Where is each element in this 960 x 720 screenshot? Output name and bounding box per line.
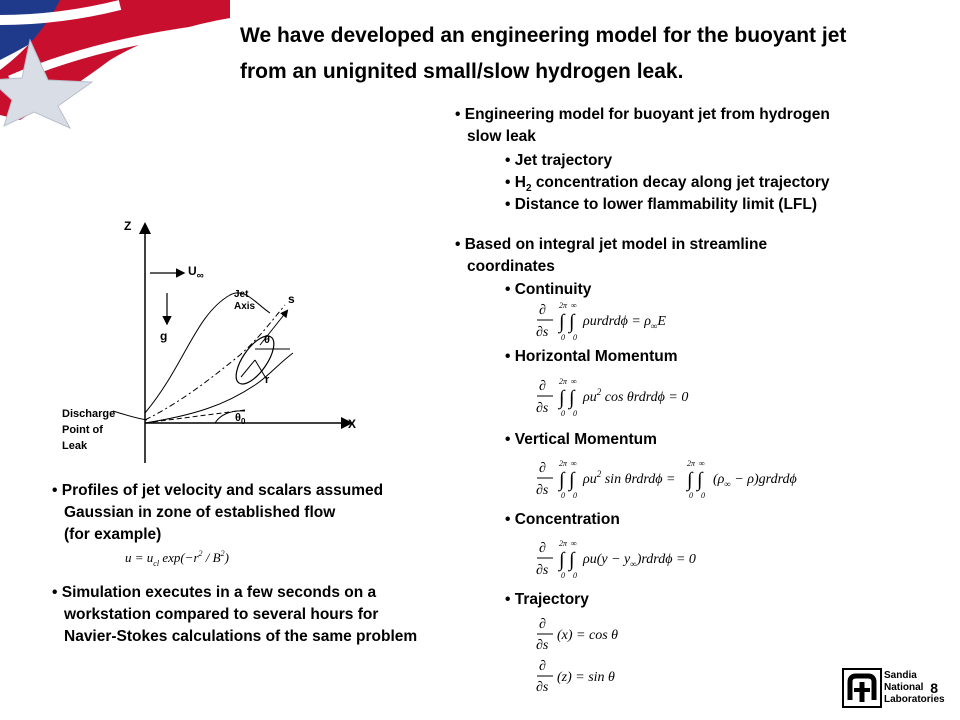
svg-text:∫: ∫ (559, 311, 565, 333)
bullet-simulation-cont1: workstation compared to several hours for (64, 606, 379, 623)
bullet-profiles-cont2: (for example) (64, 526, 162, 543)
svg-text:∫: ∫ (559, 549, 565, 571)
sub-bullet-h2-decay: • $H_2$ concentration decay along jet trajectory (505, 174, 830, 195)
jet-axis-label: Jet Axis (234, 289, 256, 312)
svg-text:∫: ∫ (687, 469, 693, 491)
eq-label-continuity: • Continuity (505, 281, 592, 298)
jet-envelope-lower (145, 353, 293, 423)
equation-concentration (535, 536, 735, 582)
svg-text:0: 0 (573, 409, 577, 418)
svg-text:0: 0 (701, 491, 705, 500)
svg-text:0: 0 (561, 571, 565, 580)
equation-trajectory-x (535, 614, 655, 654)
bullet-engineering-model-cont: slow leak (467, 128, 536, 145)
eq-label-vertical-momentum: • Vertical Momentum (505, 431, 657, 448)
svg-text:0: 0 (573, 333, 577, 342)
svg-text:∂s: ∂s (536, 680, 549, 695)
svg-text:∫: ∫ (569, 387, 575, 409)
s-label: s (288, 292, 295, 306)
svg-text:∂: ∂ (539, 461, 546, 476)
bullet-integral-model: • Based on integral jet model in streamline (455, 236, 768, 253)
sandia-logo-icon (842, 668, 882, 708)
svg-text:∂: ∂ (539, 541, 546, 556)
svg-text:∂: ∂ (539, 379, 546, 394)
svg-text:ρu2 cos θrdrdϕ = 0: $\rho u^2$ cos θrdrdϕ = 0 (583, 387, 689, 405)
bullet-simulation: • Simulation executes in a few seconds on a (52, 584, 377, 601)
eq-label-trajectory: • Trajectory (505, 591, 589, 608)
svg-text:0: 0 (561, 409, 565, 418)
svg-text:∂s: ∂s (536, 401, 549, 416)
r-label: r (265, 374, 270, 386)
equation-vertical-momentum (535, 456, 825, 502)
svg-text:∂: ∂ (539, 617, 546, 632)
svg-text:∂: ∂ (539, 659, 546, 674)
discharge-label: Discharge Point of Leak (62, 408, 116, 452)
equation-continuity (535, 298, 715, 344)
z-axis-label: Z (124, 219, 132, 233)
svg-text:(x) = cos θ: (x) = cos θ (557, 628, 619, 643)
svg-text:∫: ∫ (697, 469, 703, 491)
svg-text:∂s: ∂s (536, 325, 549, 340)
svg-text:∂s: ∂s (536, 483, 549, 498)
svg-text:∂s: ∂s (536, 563, 549, 578)
svg-text:0: 0 (573, 491, 577, 500)
svg-text:2π: 2π (559, 301, 568, 310)
svg-text:∞: ∞ (699, 459, 705, 468)
flag-decoration (0, 0, 230, 130)
eq-label-horizontal-momentum: • Horizontal Momentum (505, 348, 678, 365)
svg-text:∞: ∞ (571, 301, 577, 310)
svg-text:∂s: ∂s (536, 638, 549, 653)
title-line-2: from an unignited small/slow hydrogen leak. (240, 60, 684, 83)
bullet-engineering-model: • Engineering model for buoyant jet from hydrogen (455, 106, 830, 123)
svg-text:(ρ∞ − ρ)grdrdϕ: ($\rho_\infty$ − ρ)grdrdϕ (713, 472, 797, 489)
eq-label-concentration: • Concentration (505, 511, 620, 528)
svg-text:(z) = sin θ: (z) = sin θ (557, 670, 615, 685)
sub-bullet-lfl-distance: • Distance to lower flammability limit (LFL) (505, 196, 818, 213)
svg-text:∫: ∫ (559, 469, 565, 491)
svg-text:2π: 2π (687, 459, 696, 468)
u-infinity-label: $U_\infty$ (188, 264, 204, 282)
bullet-profiles: • Profiles of jet velocity and scalars assumed (52, 482, 384, 499)
svg-text:∫: ∫ (569, 549, 575, 571)
svg-text:ρu(y − y∞)rdrdϕ = 0: $\rho u(y - y_\infty)rdrd\phi = 0$ (583, 552, 696, 569)
bullet-integral-model-cont: coordinates (467, 258, 555, 275)
svg-text:0: 0 (689, 491, 693, 500)
equation-horizontal-momentum (535, 374, 725, 420)
bullet-profiles-cont1: Gaussian in zone of established flow (64, 504, 336, 521)
svg-text:∫: ∫ (559, 387, 565, 409)
title-line-1: We have developed an engineering model for the buoyant jet (240, 24, 847, 47)
svg-text:0: 0 (561, 491, 565, 500)
theta-label: θ (264, 334, 270, 346)
page-number: 8 (930, 680, 938, 696)
svg-text:ρurdrdϕ = ρ∞E: ρurdrdϕ = $\rho_\infty E$ (583, 314, 666, 331)
svg-text:ρu2 sin θrdrdϕ =: $\rho u^2$ sin θrdrdϕ = (583, 469, 676, 487)
svg-text:0: 0 (561, 333, 565, 342)
svg-text:∞: ∞ (571, 377, 577, 386)
svg-text:2π: 2π (559, 539, 568, 548)
bullet-simulation-cont2: Navier-Stokes calculations of the same problem (64, 628, 418, 645)
svg-text:u = ucl exp(−r2 / B2): $u = u_{cl}$ $\exp(-r^2 / B^2)$ (125, 549, 229, 568)
svg-text:∂: ∂ (539, 303, 546, 318)
svg-text:0: 0 (573, 571, 577, 580)
svg-text:∞: ∞ (571, 459, 577, 468)
sub-bullet-jet-trajectory: • Jet trajectory (505, 152, 613, 169)
svg-text:2π: 2π (559, 377, 568, 386)
equation-trajectory-z (535, 656, 655, 696)
svg-text:∫: ∫ (569, 469, 575, 491)
slide-title (240, 18, 950, 90)
sandia-logo-text: Sandia National Laboratories (884, 670, 945, 705)
x-axis-label: X (348, 417, 357, 431)
svg-text:2π: 2π (559, 459, 568, 468)
theta0-label: $\theta_0$ (235, 412, 246, 427)
jet-axis-line (145, 305, 285, 420)
svg-text:∫: ∫ (569, 311, 575, 333)
equation-gaussian-profile (125, 544, 275, 570)
svg-text:∞: ∞ (571, 539, 577, 548)
gravity-label: g (160, 329, 168, 343)
